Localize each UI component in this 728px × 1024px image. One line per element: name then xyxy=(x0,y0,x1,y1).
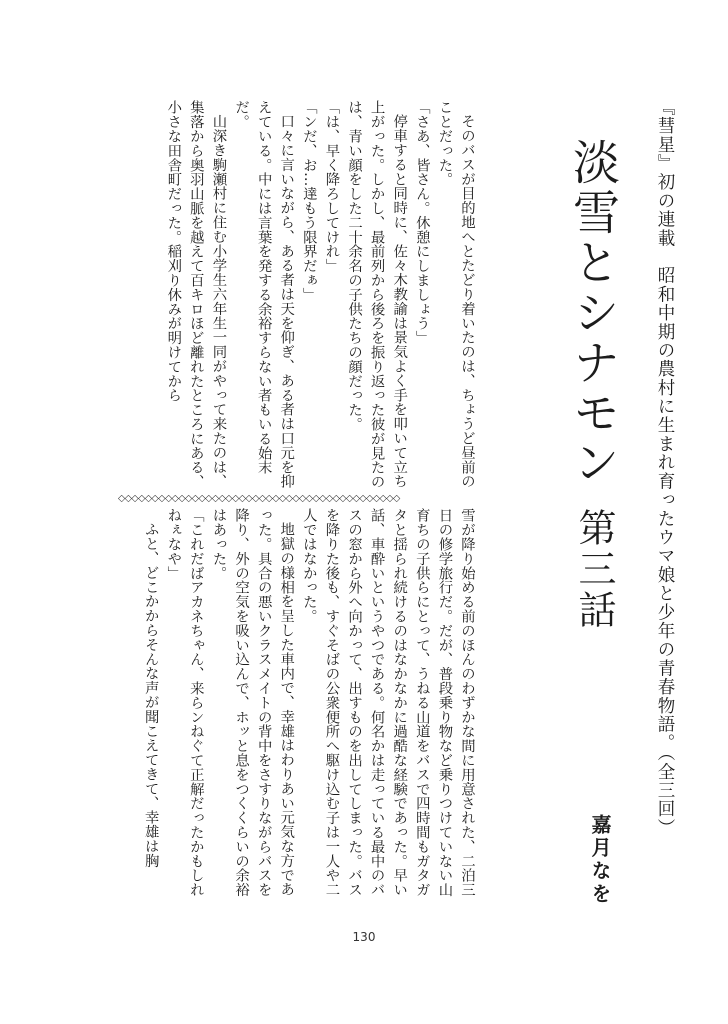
body-text-upper xyxy=(162,100,478,495)
paragraph: そのバスが目的地へとたどり着いたのは、ちょうど昼前のことだった。 xyxy=(436,100,475,489)
paragraph: 雪が降り始める前のほんのわずかな間に用意された、二泊三日の修学旅行だ。だが、普段乗り物など乗りつけていない山育ちの子供らにとって、うねる山道をバスで四時間もガタガタと揺られ続けるのはなかなかに過酷な経験であった。早い話、車酔いというやつである。何名かは走っている最中のバスの窓から外へ向かって、出すものを出してしまった。バスを降りた後も、すぐそばの公衆便所へ駆け込む子は一人や二人ではなかった。 xyxy=(300,508,475,897)
dialogue-line: 「これだばアカネちゃん、来らンねぐて正解だったかもしれねぇなや」 xyxy=(165,508,204,897)
paragraph: 地獄の様相を呈した車内で、幸雄はわりあい元気な方であった。具合の悪いクラスメイトの背中をさすりながらバスを降り、外の空気を吸い込んで、ホッと息をつくくらいの余裕はあった。 xyxy=(210,508,295,897)
story-title: 淡雪とシナモン xyxy=(565,138,620,488)
dialogue-line: 「は、早く降ろしてけれ」 xyxy=(323,100,340,273)
paragraph: 口々に言いながら、ある者は天を仰ぎ、ある者は口元を抑えている。中には言葉を発する余裕すらない者もいる始末だ。 xyxy=(233,100,295,489)
dialogue-line: 「さあ、皆さん。休憩にしましょう」 xyxy=(413,100,430,345)
episode-number: 第三話 xyxy=(572,508,616,631)
series-subtitle: 『彗星』初の連載 昭和中期の農村に生まれ育ったウマ娘と少年の青春物語。（全三回） xyxy=(655,98,675,838)
author-name: 嘉月なを xyxy=(588,814,612,906)
paragraph: 停車すると同時に、佐々木教諭は景気よく手を叩いて立ち上がった。しかし、最前列から後ろを振り返った彼が見たのは、青い顔をした二十余名の子供たちの顔だった。 xyxy=(346,100,408,489)
section-divider: ◇◇◇◇◇◇◇◇◇◇◇◇◇◇◇◇◇◇◇◇◇◇◇◇◇◇◇◇◇◇◇◇◇◇◇◇◇◇◇◇◇◇ xyxy=(118,494,400,504)
dialogue-line: 「ンだ、お…達もう限界だぁ」 xyxy=(300,100,317,302)
page-number: 130 xyxy=(352,930,376,944)
paragraph: 山深き駒瀬村に住む小学生六年生一同がやって来たのは、集落から奥羽山脈を越えて百キロほど離れたところにある、小さな田舎町だった。稲刈り休みが明けてから xyxy=(165,100,227,489)
paragraph: ふと、どこかからそんな声が聞こえてきて、幸雄は胸 xyxy=(142,522,159,868)
body-text-lower xyxy=(139,508,478,907)
